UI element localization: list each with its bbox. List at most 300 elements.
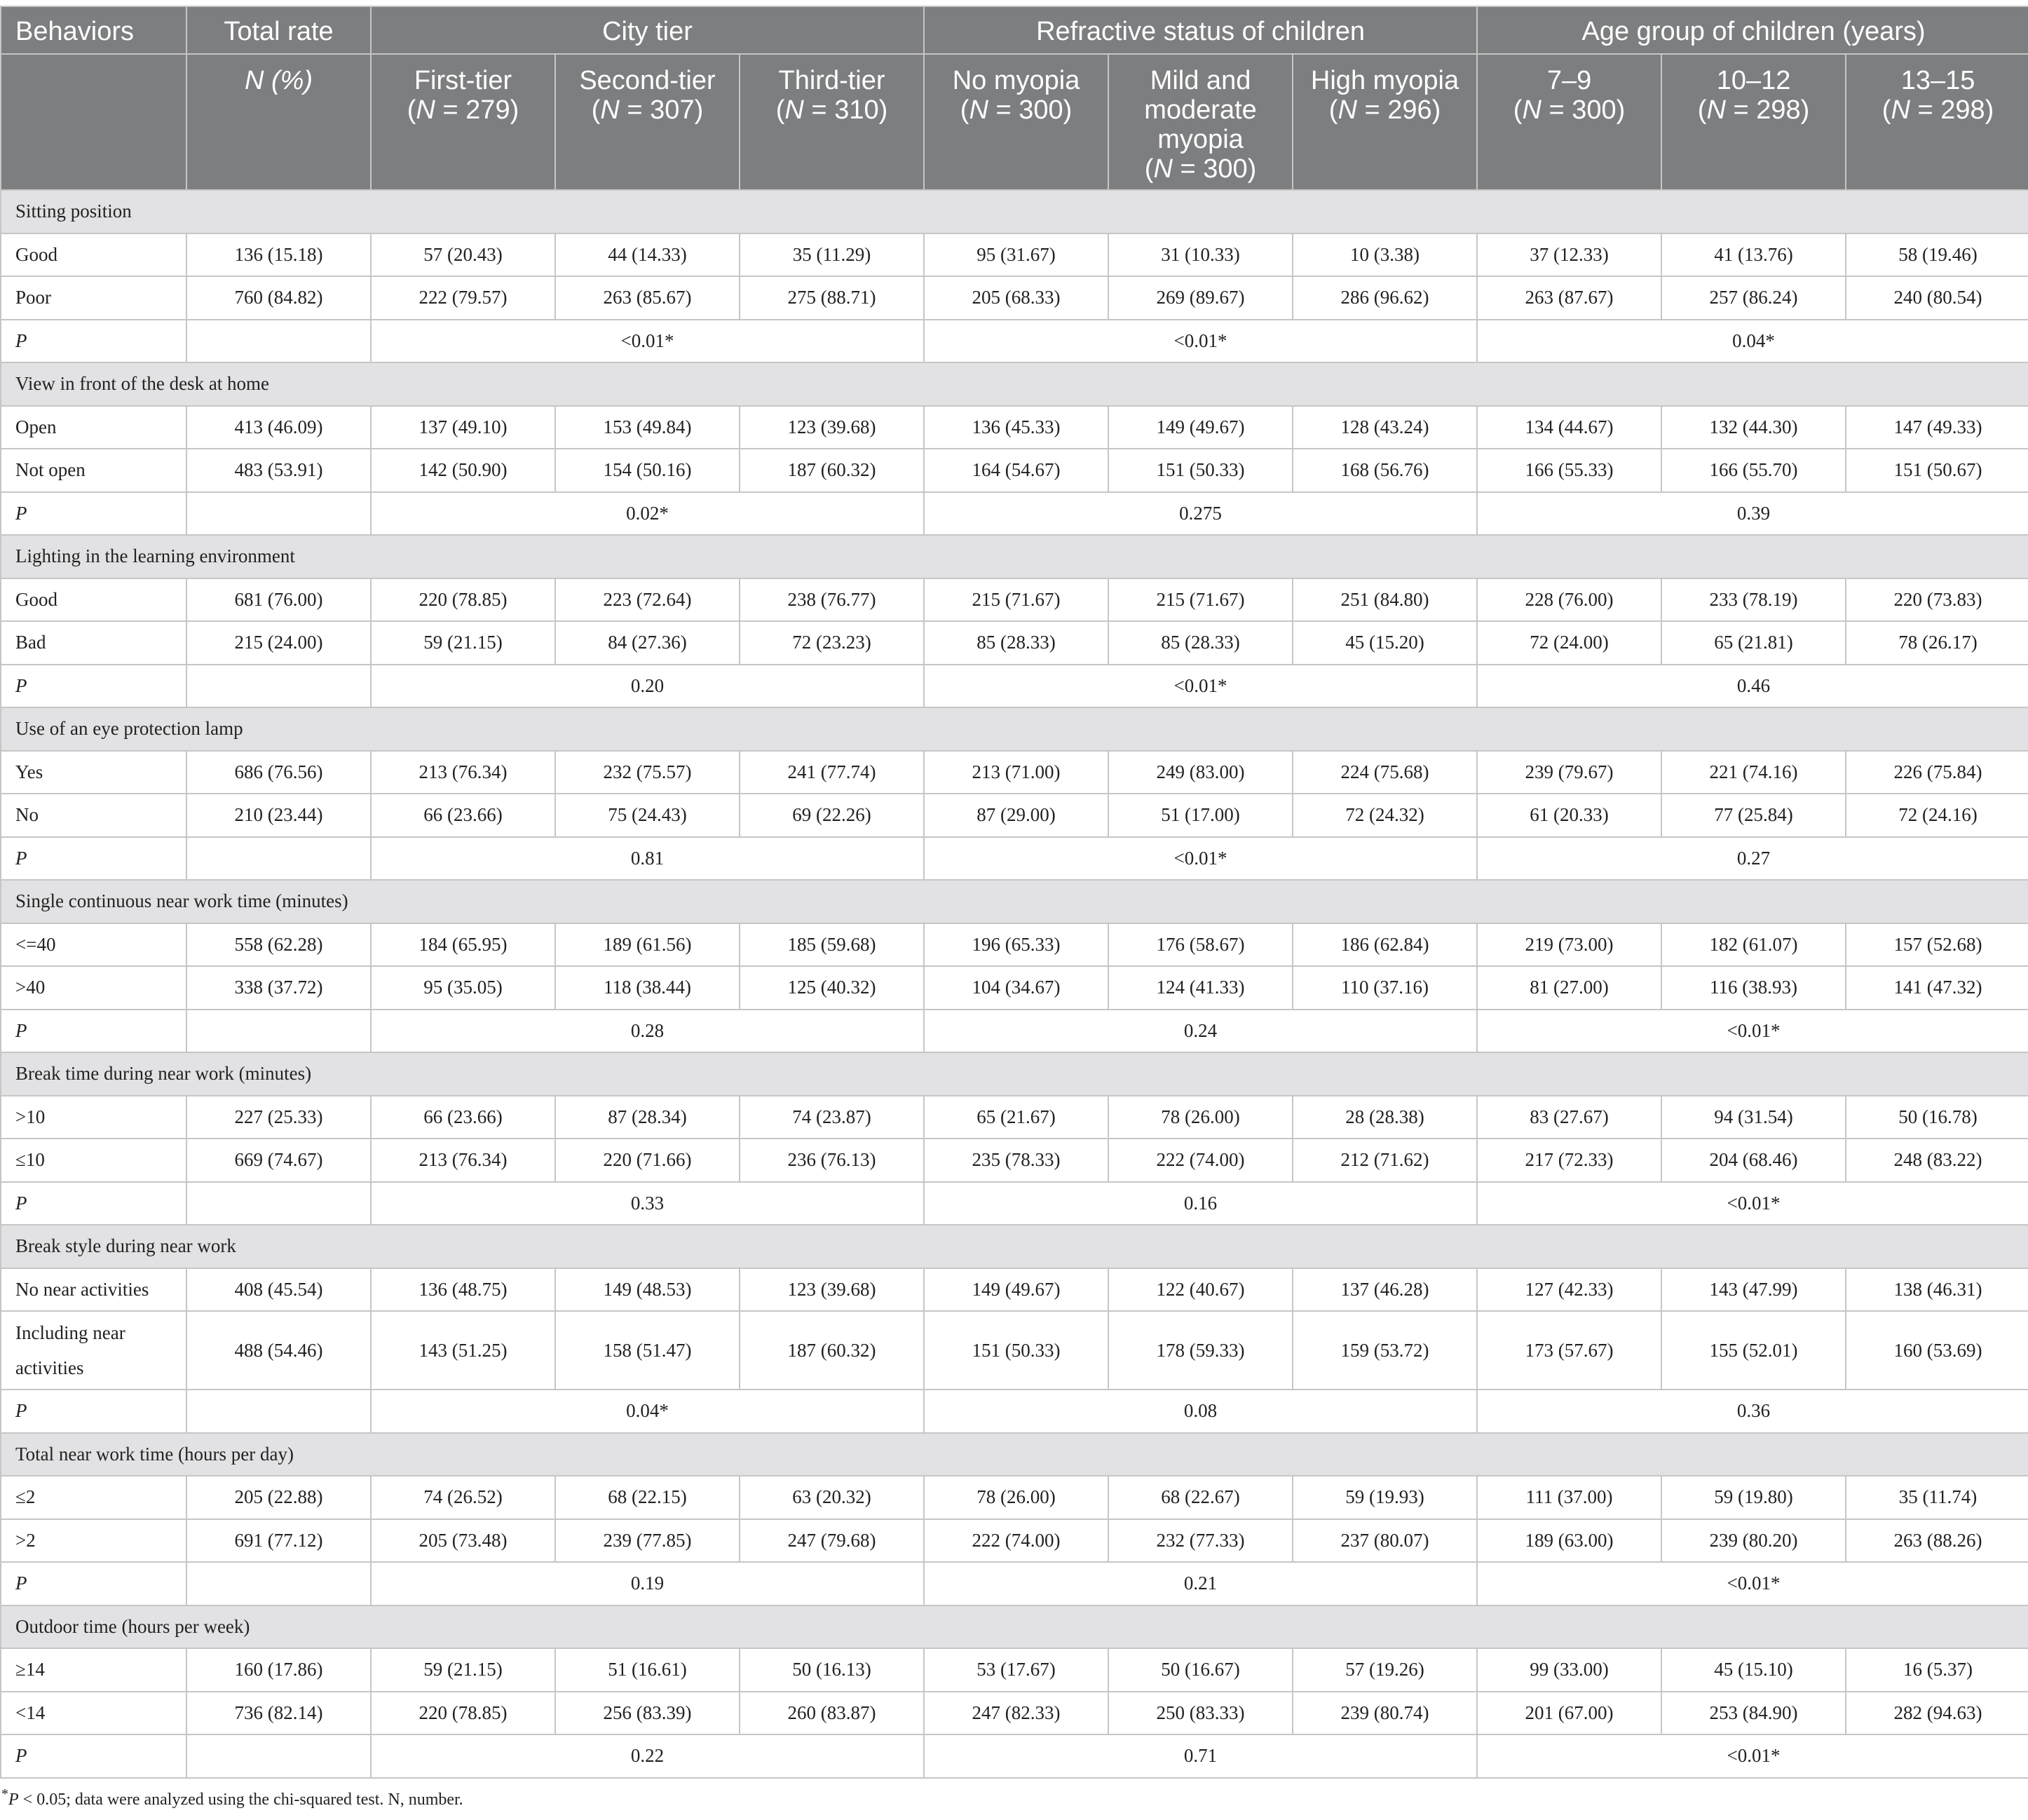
table-cell: 215 (71.67) [1108, 578, 1293, 622]
table-cell: 166 (55.33) [1477, 449, 1661, 492]
header-sub-n-symbol: N [416, 95, 435, 125]
p-label: P [1, 1562, 186, 1605]
document [0, 6, 2028, 1779]
table-cell: 205 (22.88) [186, 1476, 371, 1519]
p-value-row [1, 1182, 2028, 1225]
table-cell: 57 (19.26) [1293, 1648, 1477, 1692]
table-cell: 78 (26.17) [1846, 621, 2028, 665]
table-cell: 205 (68.33) [924, 276, 1108, 320]
header-sub-name: Second-tier [579, 66, 716, 95]
table-row [1, 751, 2028, 794]
footnote-text: < 0.05; data were analyzed using the chi-squared test. N, number. [18, 1791, 463, 1809]
row-label: >10 [1, 1096, 186, 1139]
section-title: Use of an eye protection lamp [1, 707, 2028, 751]
section-row [1, 707, 2028, 751]
p-value-row [1, 665, 2028, 708]
header-sub-n-symbol: N [1522, 95, 1542, 125]
p-value: 0.81 [371, 837, 924, 881]
table-cell: 558 (62.28) [186, 923, 371, 967]
table-cell: 61 (20.33) [1477, 794, 1661, 837]
footnote-star: * [1, 1786, 8, 1802]
header-row-subgroups [1, 54, 2028, 190]
table-cell: 238 (76.77) [740, 578, 924, 622]
table-cell: 149 (49.67) [924, 1268, 1108, 1312]
header-sub-n-symbol: N [784, 95, 804, 125]
table-row [1, 923, 2028, 967]
table-cell: 160 (17.86) [186, 1648, 371, 1692]
table-cell: 74 (26.52) [371, 1476, 555, 1519]
p-value: <0.01* [371, 320, 924, 363]
section-title: Lighting in the learning environment [1, 535, 2028, 578]
table-cell: 35 (11.74) [1846, 1476, 2028, 1519]
p-value: 0.24 [924, 1010, 1477, 1053]
table-cell: 257 (86.24) [1661, 276, 1846, 320]
table-cell: 240 (80.54) [1846, 276, 2028, 320]
p-value: <0.01* [1477, 1734, 2028, 1778]
table-cell: 78 (26.00) [924, 1476, 1108, 1519]
table-cell: 77 (25.84) [1661, 794, 1846, 837]
table-cell: 142 (50.90) [371, 449, 555, 492]
table-cell: 10 (3.38) [1293, 233, 1477, 277]
table-cell: 282 (94.63) [1846, 1692, 2028, 1735]
header-group-age: Age group of children (years) [1477, 6, 2028, 54]
p-value: <0.01* [924, 665, 1477, 708]
table-cell: 760 (84.82) [186, 276, 371, 320]
table-cell: 250 (83.33) [1108, 1692, 1293, 1735]
p-value: <0.01* [1477, 1010, 2028, 1053]
table-cell: 488 (54.46) [186, 1311, 371, 1390]
table-cell: 137 (49.10) [371, 406, 555, 449]
table-cell: 187 (60.32) [740, 1311, 924, 1390]
table-row [1, 406, 2028, 449]
table-cell: 173 (57.67) [1477, 1311, 1661, 1390]
row-label: Not open [1, 449, 186, 492]
table-row [1, 233, 2028, 277]
table-cell: 68 (22.67) [1108, 1476, 1293, 1519]
table-cell: 65 (21.81) [1661, 621, 1846, 665]
header-sub-n-symbol: N [1891, 95, 1910, 125]
section-row [1, 1052, 2028, 1096]
table-cell: 413 (46.09) [186, 406, 371, 449]
row-label: <=40 [1, 923, 186, 967]
p-label: P [1, 1182, 186, 1225]
table-cell: 136 (48.75) [371, 1268, 555, 1312]
table-cell: 215 (71.67) [924, 578, 1108, 622]
table-cell: 87 (29.00) [924, 794, 1108, 837]
table-cell: 155 (52.01) [1661, 1311, 1846, 1390]
table-cell: 222 (79.57) [371, 276, 555, 320]
table-cell: 263 (87.67) [1477, 276, 1661, 320]
header-sub-n-value: 307 [650, 95, 695, 125]
table-cell: 35 (11.29) [740, 233, 924, 277]
table-cell: 50 (16.78) [1846, 1096, 2028, 1139]
table-cell: 669 (74.67) [186, 1139, 371, 1182]
table-cell: 127 (42.33) [1477, 1268, 1661, 1312]
table-row [1, 794, 2028, 837]
table-cell: 141 (47.32) [1846, 966, 2028, 1010]
table-cell: 286 (96.62) [1293, 276, 1477, 320]
table-cell: 104 (34.67) [924, 966, 1108, 1010]
table-cell: 212 (71.62) [1293, 1139, 1477, 1182]
section-title: Break time during near work (minutes) [1, 1052, 2028, 1096]
table-cell: 154 (50.16) [555, 449, 740, 492]
table-cell: 224 (75.68) [1293, 751, 1477, 794]
table-cell: 59 (21.15) [371, 621, 555, 665]
table-cell: 124 (41.33) [1108, 966, 1293, 1010]
p-value-row [1, 1562, 2028, 1605]
table-cell: 72 (23.23) [740, 621, 924, 665]
table-cell: 220 (78.85) [371, 578, 555, 622]
header-total-unit: N (%) [186, 54, 371, 190]
table-cell: 65 (21.67) [924, 1096, 1108, 1139]
table-cell: 223 (72.64) [555, 578, 740, 622]
table-cell: 31 (10.33) [1108, 233, 1293, 277]
table-cell: 57 (20.43) [371, 233, 555, 277]
table-cell: 235 (78.33) [924, 1139, 1108, 1182]
table-cell: 143 (47.99) [1661, 1268, 1846, 1312]
row-label: Open [1, 406, 186, 449]
table-cell: 74 (23.87) [740, 1096, 924, 1139]
header-sub-5: High myopia (N = 296) [1293, 54, 1477, 190]
p-value: 0.21 [924, 1562, 1477, 1605]
p-empty-cell [186, 1734, 371, 1778]
p-value-row [1, 492, 2028, 536]
table-cell: 247 (82.33) [924, 1692, 1108, 1735]
table-cell: 189 (63.00) [1477, 1519, 1661, 1563]
table-cell: 51 (16.61) [555, 1648, 740, 1692]
header-sub-n-value: 298 [1756, 95, 1801, 125]
header-sub-name: 7–9 [1546, 66, 1592, 95]
table-cell: 189 (61.56) [555, 923, 740, 967]
section-row [1, 362, 2028, 406]
table-cell: 149 (49.67) [1108, 406, 1293, 449]
table-cell: 164 (54.67) [924, 449, 1108, 492]
header-sub-name: High myopia [1310, 66, 1459, 95]
table-cell: 68 (22.15) [555, 1476, 740, 1519]
header-sub-n-symbol: N [600, 95, 620, 125]
table-cell: 157 (52.68) [1846, 923, 2028, 967]
data-table [0, 6, 2028, 1779]
p-value: 0.02* [371, 492, 924, 536]
table-cell: 260 (83.87) [740, 1692, 924, 1735]
table-cell: 182 (61.07) [1661, 923, 1846, 967]
section-title: Break style during near work [1, 1225, 2028, 1268]
section-title: Total near work time (hours per day) [1, 1433, 2028, 1476]
table-cell: 94 (31.54) [1661, 1096, 1846, 1139]
p-empty-cell [186, 1010, 371, 1053]
table-cell: 222 (74.00) [1108, 1139, 1293, 1182]
header-sub-name: No myopia [952, 66, 1080, 95]
table-cell: 136 (45.33) [924, 406, 1108, 449]
header-sub-0: First-tier (N = 279) [371, 54, 555, 190]
p-label: P [1, 320, 186, 363]
row-label: Including near activities [1, 1311, 186, 1390]
p-value: 0.46 [1477, 665, 2028, 708]
row-label: Poor [1, 276, 186, 320]
header-sub-1: Second-tier (N = 307) [555, 54, 740, 190]
section-row [1, 1433, 2028, 1476]
table-cell: 72 (24.16) [1846, 794, 2028, 837]
table-cell: 158 (51.47) [555, 1311, 740, 1390]
header-sub-n-value: 300 [1572, 95, 1617, 125]
table-row [1, 621, 2028, 665]
table-cell: 87 (28.34) [555, 1096, 740, 1139]
table-cell: 239 (80.74) [1293, 1692, 1477, 1735]
row-label: Good [1, 233, 186, 277]
table-body [1, 190, 2028, 1778]
table-row [1, 276, 2028, 320]
table-cell: 50 (16.13) [740, 1648, 924, 1692]
table-cell: 249 (83.00) [1108, 751, 1293, 794]
table-cell: 66 (23.66) [371, 794, 555, 837]
p-empty-cell [186, 665, 371, 708]
table-cell: 263 (85.67) [555, 276, 740, 320]
table-cell: 95 (31.67) [924, 233, 1108, 277]
table-cell: 138 (46.31) [1846, 1268, 2028, 1312]
table-row [1, 1519, 2028, 1563]
p-value-row [1, 320, 2028, 363]
table-cell: 78 (26.00) [1108, 1096, 1293, 1139]
table-cell: 236 (76.13) [740, 1139, 924, 1182]
table-cell: 186 (62.84) [1293, 923, 1477, 967]
header-sub-4: Mild and moderate myopia (N = 300) [1108, 54, 1293, 190]
header-sub-name: Mild and moderate myopia [1144, 66, 1257, 154]
table-cell: 95 (35.05) [371, 966, 555, 1010]
table-row [1, 1139, 2028, 1182]
table-cell: 187 (60.32) [740, 449, 924, 492]
table-cell: 168 (56.76) [1293, 449, 1477, 492]
p-value: 0.04* [371, 1390, 924, 1433]
p-value: 0.20 [371, 665, 924, 708]
table-cell: 228 (76.00) [1477, 578, 1661, 622]
p-value: 0.08 [924, 1390, 1477, 1433]
row-label: ≤2 [1, 1476, 186, 1519]
table-cell: 275 (88.71) [740, 276, 924, 320]
table-cell: 221 (74.16) [1661, 751, 1846, 794]
table-cell: 123 (39.68) [740, 406, 924, 449]
table-cell: 736 (82.14) [186, 1692, 371, 1735]
table-row [1, 449, 2028, 492]
header-sub-n-symbol: N [969, 95, 988, 125]
table-cell: 215 (24.00) [186, 621, 371, 665]
table-cell: 220 (78.85) [371, 1692, 555, 1735]
p-empty-cell [186, 320, 371, 363]
row-label: <14 [1, 1692, 186, 1735]
table-cell: 237 (80.07) [1293, 1519, 1477, 1563]
table-cell: 132 (44.30) [1661, 406, 1846, 449]
table-cell: 483 (53.91) [186, 449, 371, 492]
header-empty [1, 54, 186, 190]
table-cell: 219 (73.00) [1477, 923, 1661, 967]
table-cell: 110 (37.16) [1293, 966, 1477, 1010]
table-cell: 151 (50.33) [924, 1311, 1108, 1390]
p-label: P [1, 492, 186, 536]
p-label: P [1, 1010, 186, 1053]
header-sub-2: Third-tier (N = 310) [740, 54, 924, 190]
p-empty-cell [186, 837, 371, 881]
section-row [1, 880, 2028, 923]
table-cell: 159 (53.72) [1293, 1311, 1477, 1390]
p-value: 0.04* [1477, 320, 2028, 363]
p-value: 0.36 [1477, 1390, 2028, 1433]
p-value: 0.16 [924, 1182, 1477, 1225]
table-cell: 151 (50.67) [1846, 449, 2028, 492]
table-cell: 66 (23.66) [371, 1096, 555, 1139]
table-cell: 149 (48.53) [555, 1268, 740, 1312]
table-cell: 59 (19.80) [1661, 1476, 1846, 1519]
table-cell: 196 (65.33) [924, 923, 1108, 967]
row-label: ≥14 [1, 1648, 186, 1692]
p-value-row [1, 837, 2028, 881]
table-cell: 69 (22.26) [740, 794, 924, 837]
header-sub-6: 7–9 (N = 300) [1477, 54, 1661, 190]
header-sub-n-value: 296 [1387, 95, 1432, 125]
table-cell: 72 (24.00) [1477, 621, 1661, 665]
header-sub-name: First-tier [414, 66, 512, 95]
p-value: 0.39 [1477, 492, 2028, 536]
table-cell: 44 (14.33) [555, 233, 740, 277]
table-cell: 256 (83.39) [555, 1692, 740, 1735]
table-cell: 59 (21.15) [371, 1648, 555, 1692]
table-cell: 136 (15.18) [186, 233, 371, 277]
section-title: View in front of the desk at home [1, 362, 2028, 406]
header-sub-n-value: 279 [465, 95, 510, 125]
section-row [1, 190, 2028, 233]
table-cell: 204 (68.46) [1661, 1139, 1846, 1182]
table-cell: 151 (50.33) [1108, 449, 1293, 492]
table-cell: 153 (49.84) [555, 406, 740, 449]
table-cell: 128 (43.24) [1293, 406, 1477, 449]
p-value: 0.71 [924, 1734, 1477, 1778]
row-label: Yes [1, 751, 186, 794]
table-cell: 37 (12.33) [1477, 233, 1661, 277]
table-row [1, 1692, 2028, 1735]
table-cell: 205 (73.48) [371, 1519, 555, 1563]
header-sub-name: 13–15 [1900, 66, 1975, 95]
table-cell: 45 (15.10) [1661, 1648, 1846, 1692]
p-empty-cell [186, 492, 371, 536]
p-empty-cell [186, 1182, 371, 1225]
table-cell: 239 (80.20) [1661, 1519, 1846, 1563]
row-label: >40 [1, 966, 186, 1010]
table-cell: 45 (15.20) [1293, 621, 1477, 665]
header-sub-n-symbol: N [1338, 95, 1357, 125]
row-label: >2 [1, 1519, 186, 1563]
table-cell: 125 (40.32) [740, 966, 924, 1010]
footnote [0, 1786, 463, 1809]
table-cell: 83 (27.67) [1477, 1096, 1661, 1139]
table-cell: 122 (40.67) [1108, 1268, 1293, 1312]
header-sub-7: 10–12 (N = 298) [1661, 54, 1846, 190]
table-cell: 123 (39.68) [740, 1268, 924, 1312]
header-sub-name: 10–12 [1716, 66, 1791, 95]
p-value-row [1, 1010, 2028, 1053]
table-cell: 118 (38.44) [555, 966, 740, 1010]
table-cell: 232 (77.33) [1108, 1519, 1293, 1563]
p-value: 0.27 [1477, 837, 2028, 881]
table-cell: 239 (77.85) [555, 1519, 740, 1563]
table-cell: 210 (23.44) [186, 794, 371, 837]
table-cell: 213 (76.34) [371, 1139, 555, 1182]
header-sub-name: Third-tier [778, 66, 885, 95]
p-value: 0.19 [371, 1562, 924, 1605]
table-cell: 213 (76.34) [371, 751, 555, 794]
table-cell: 185 (59.68) [740, 923, 924, 967]
section-title: Outdoor time (hours per week) [1, 1605, 2028, 1649]
table-cell: 99 (33.00) [1477, 1648, 1661, 1692]
table-cell: 53 (17.67) [924, 1648, 1108, 1692]
table-row [1, 1311, 2028, 1390]
table-row [1, 1648, 2028, 1692]
header-sub-n-symbol: N [1706, 95, 1726, 125]
p-label: P [1, 837, 186, 881]
table-cell: 213 (71.00) [924, 751, 1108, 794]
row-label: No [1, 794, 186, 837]
p-value: 0.22 [371, 1734, 924, 1778]
header-sub-3: No myopia (N = 300) [924, 54, 1108, 190]
table-cell: 220 (71.66) [555, 1139, 740, 1182]
table-cell: 116 (38.93) [1661, 966, 1846, 1010]
table-cell: 233 (78.19) [1661, 578, 1846, 622]
table-cell: 41 (13.76) [1661, 233, 1846, 277]
header-behaviors: Behaviors [1, 6, 186, 54]
table-cell: 176 (58.67) [1108, 923, 1293, 967]
table-row [1, 1096, 2028, 1139]
header-sub-8: 13–15 (N = 298) [1846, 54, 2028, 190]
table-cell: 85 (28.33) [924, 621, 1108, 665]
table-cell: 691 (77.12) [186, 1519, 371, 1563]
p-empty-cell [186, 1390, 371, 1433]
table-cell: 239 (79.67) [1477, 751, 1661, 794]
footnote-p: P [8, 1791, 19, 1809]
section-row [1, 1225, 2028, 1268]
table-cell: 50 (16.67) [1108, 1648, 1293, 1692]
section-title: Sitting position [1, 190, 2028, 233]
table-cell: 227 (25.33) [186, 1096, 371, 1139]
row-label: Bad [1, 621, 186, 665]
p-value-row [1, 1734, 2028, 1778]
p-value: <0.01* [924, 837, 1477, 881]
table-cell: 81 (27.00) [1477, 966, 1661, 1010]
table-cell: 63 (20.32) [740, 1476, 924, 1519]
table-cell: 111 (37.00) [1477, 1476, 1661, 1519]
header-sub-n-value: 298 [1940, 95, 1985, 125]
table-cell: 226 (75.84) [1846, 751, 2028, 794]
row-label: Good [1, 578, 186, 622]
p-label: P [1, 1390, 186, 1433]
table-cell: 16 (5.37) [1846, 1648, 2028, 1692]
table-cell: 338 (37.72) [186, 966, 371, 1010]
p-value: <0.01* [1477, 1562, 2028, 1605]
p-value: 0.28 [371, 1010, 924, 1053]
header-sub-n-symbol: N [1153, 154, 1173, 184]
header-sub-n-value: 300 [1019, 95, 1063, 125]
row-label: ≤10 [1, 1139, 186, 1182]
table-cell: 160 (53.69) [1846, 1311, 2028, 1390]
p-value-row [1, 1390, 2028, 1433]
table-cell: 217 (72.33) [1477, 1139, 1661, 1182]
table-row [1, 966, 2028, 1010]
section-row [1, 535, 2028, 578]
header-sub-n-value: 310 [834, 95, 879, 125]
header-row-groups [1, 6, 2028, 54]
table-cell: 251 (84.80) [1293, 578, 1477, 622]
table-cell: 247 (79.68) [740, 1519, 924, 1563]
p-value: <0.01* [1477, 1182, 2028, 1225]
table-cell: 75 (24.43) [555, 794, 740, 837]
section-row [1, 1605, 2028, 1649]
table-cell: 686 (76.56) [186, 751, 371, 794]
